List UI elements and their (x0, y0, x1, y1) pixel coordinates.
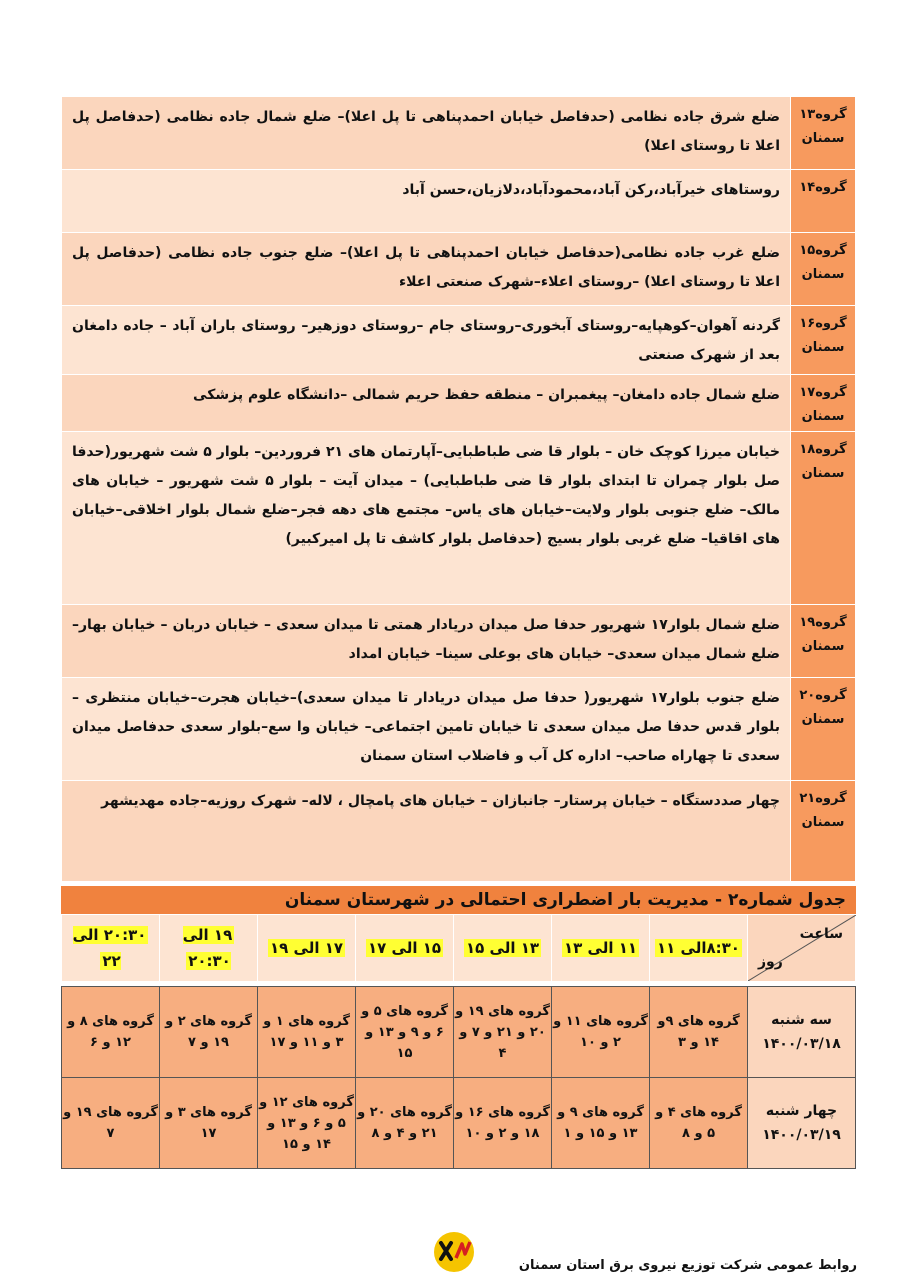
group-row (62, 306, 856, 375)
schedule-cell: گروه های ۱۱ و ۲ و ۱۰ (552, 987, 650, 1078)
schedule-cell: گروه های ۹ و ۱۳ و ۱۵ و ۱ (552, 1078, 650, 1169)
group-description: خیابان میرزا کوچک خان – بلوار قا ضی طباطبایی–آپارتمان های ۲۱ فروردین– بلوار ۵ شت شهریور(حدفا صل بلوار چمران تا ابتدای بلوار قا ضی طباطبایی) – میدان آیت – بلوار ۵ شت شهریور – خیابان های مالک– ضلع جنوبی بلوار ولایت–خیابان های یاس– مجتمع های دهه فجر–ضلع شمال بلوار اخلاقی–خیابان های اقاقیا– ضلع غربی بلوار بسیج (حدفاصل بلوار کاشف تا پل امیرکبیر) (62, 432, 791, 605)
group-row (62, 432, 856, 605)
time-slot-label: ۱۱ الی ۱۳ (563, 939, 638, 957)
footer (0, 1226, 909, 1280)
group-description: ضلع شمال بلوار۱۷ شهریور حدفا صل میدان دریادار همتی تا میدان سعدی – خیابان دربان – خیابان بهار– ضلع شمال میدان سعدی– خیابان های بوعلی سینا– خیابان امداد (62, 605, 791, 678)
time-slot-header (356, 915, 454, 982)
schedule-title: جدول شماره۲ - مدیریت بار اضطراری احتمالی در شهرستان سمنان (61, 886, 856, 914)
day-cell: سه شنبه ۱۴۰۰/۰۳/۱۸ (748, 987, 856, 1078)
schedule-cell: گروه های ۵ و ۶ و ۹ و ۱۳ و ۱۵ (356, 987, 454, 1078)
group-row (62, 678, 856, 781)
day-label: روز (758, 954, 783, 970)
group-name: گروه۱۵ سمنان (791, 233, 856, 306)
group-row (62, 233, 856, 306)
day-cell: چهار شنبه ۱۴۰۰/۰۳/۱۹ (748, 1078, 856, 1169)
group-description: ضلع جنوب بلوار۱۷ شهریور( حدفا صل میدان دریادار تا میدان سعدی)–خیابان هجرت–خیابان منتظری – بلوار قدس حدفا صل میدان سعدی تا خیابان تامین اجتماعی– خیابان وا سع–بلوار سعدی حدفاصل میدان سعدی تا چهاراه صاحب– اداره کل آب و فاضلاب استان سمنان (62, 678, 791, 781)
time-label: ساعت (799, 926, 843, 942)
time-slot-header (552, 915, 650, 982)
schedule-cell: گروه های ۳ و ۱۷ (160, 1078, 258, 1169)
schedule-cell: گروه های ۱۹ و ۲۰ و ۲۱ و ۷ و ۴ (454, 987, 552, 1078)
time-slot-label: ۱۹ الی ۲۰:۳۰ (182, 926, 233, 970)
schedule-cell: گروه های ۲ و ۱۹ و ۷ (160, 987, 258, 1078)
group-row (62, 781, 856, 882)
schedule-cell: گروه های ۱ و ۳ و ۱۱ و ۱۷ (258, 987, 356, 1078)
group-row (62, 375, 856, 432)
time-header-row (62, 915, 856, 982)
power-company-logo-icon (432, 1230, 476, 1274)
time-slot-header (160, 915, 258, 982)
time-slot-header (454, 915, 552, 982)
group-description: چهار صددستگاه – خیابان پرستار– جانبازان – خیابان های پامچال ، لاله– شهرک روزیه–جاده مهدیشهر (62, 781, 791, 882)
group-row (62, 97, 856, 170)
time-slot-header (650, 915, 748, 982)
groups-table (61, 96, 856, 882)
group-name: گروه۱۴ (791, 170, 856, 233)
schedule-cell: گروه های ۱۲ و ۵ و ۶ و ۱۳ و ۱۴ و ۱۵ (258, 1078, 356, 1169)
group-row (62, 605, 856, 678)
schedule-cell: گروه های ۲۰ و ۲۱ و ۴ و ۸ (356, 1078, 454, 1169)
group-description: ضلع غرب جاده نظامی(حدفاصل خیابان احمدپناهی تا پل اعلا)– ضلع جنوب جاده نظامی (حدفاصل پل اعلا تا روستای اعلا) –روستای اعلاء–شهرک صنعتی اعلاء (62, 233, 791, 306)
footer-text: روابط عمومی شرکت توزیع نیروی برق استان سمنان (518, 1258, 857, 1273)
schedule-cell: گروه های ۱۹ و ۷ (62, 1078, 160, 1169)
group-description: ضلع شرق جاده نظامی (حدفاصل خیابان احمدپناهی تا پل اعلا)– ضلع شمال جاده نظامی (حدفاصل پل اعلا تا روستای اعلا) (62, 97, 791, 170)
time-slot-header (258, 915, 356, 982)
group-row (62, 170, 856, 233)
group-description: گردنه آهوان–کوهپایه–روستای آبخوری–روستای جام –روستای دوزهیر– روستای باران آباد – جاده دامغان بعد از شهرک صنعتی (62, 306, 791, 375)
time-slot-label: ۱۳ الی ۱۵ (465, 939, 540, 957)
time-slot-header (62, 915, 160, 982)
group-name: گروه۲۱ سمنان (791, 781, 856, 882)
schedule-cell: گروه های ۸ و ۱۲ و ۶ (62, 987, 160, 1078)
schedule-row (62, 1078, 856, 1169)
group-description: ضلع شمال جاده دامغان– پیغمبران – منطقه حفظ حریم شمالی –دانشگاه علوم پزشکی (62, 375, 791, 432)
group-description: روستاهای خیرآباد،رکن آباد،محمودآباد،دلازیان،حسن آباد (62, 170, 791, 233)
group-name: گروه۱۷ سمنان (791, 375, 856, 432)
schedule-cell: گروه های ۴ و ۵ و ۸ (650, 1078, 748, 1169)
corner-cell (748, 915, 856, 982)
schedule-row (62, 987, 856, 1078)
time-slot-label: ۱۵ الی ۱۷ (367, 939, 442, 957)
schedule-cell: گروه های ۹و ۱۴ و ۳ (650, 987, 748, 1078)
group-name: گروه۱۳ سمنان (791, 97, 856, 170)
group-name: گروه۱۶ سمنان (791, 306, 856, 375)
time-slot-label: ۸:۳۰الی ۱۱ (657, 939, 740, 957)
group-name: گروه۲۰ سمنان (791, 678, 856, 781)
time-slot-label: ۲۰:۳۰ الی ۲۲ (72, 926, 147, 970)
schedule-table (61, 914, 856, 1169)
group-name: گروه۱۹ سمنان (791, 605, 856, 678)
time-slot-label: ۱۷ الی ۱۹ (269, 939, 344, 957)
schedule-cell: گروه های ۱۶ و ۱۸ و ۲ و ۱۰ (454, 1078, 552, 1169)
group-name: گروه۱۸ سمنان (791, 432, 856, 605)
